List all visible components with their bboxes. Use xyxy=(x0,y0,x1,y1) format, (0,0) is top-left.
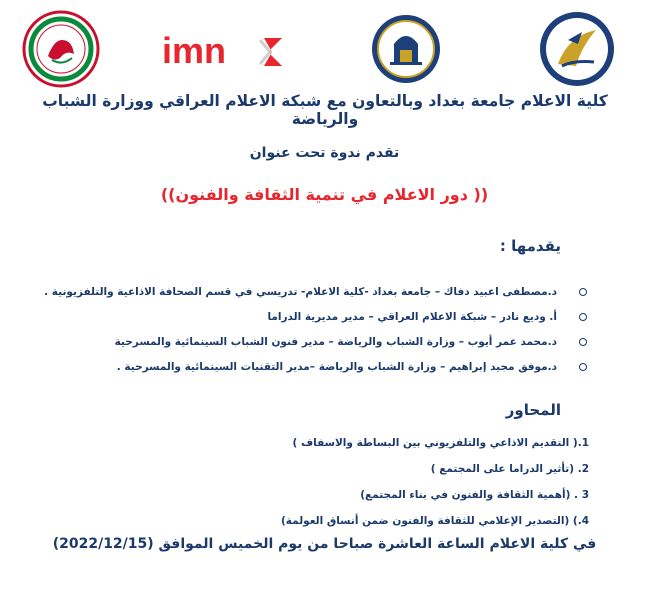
circle-bullet-icon xyxy=(579,288,587,296)
list-item: د.موفق مجيد إبراهيم – وزارة الشباب والرياضة –مدير التقنيات السينمائية والمسرحية . xyxy=(27,355,587,380)
axes-heading: المحاور xyxy=(505,401,561,419)
list-item: د.مصطفى اعبيد دفاك – جامعة بغداد -كلية الاعلام- تدريسي في قسم الصحافة الاذاعية والتلفزيونية . xyxy=(27,280,587,305)
circle-bullet-icon xyxy=(579,338,587,346)
axes-list xyxy=(29,430,589,534)
imn-logo xyxy=(160,28,286,74)
faculty-of-media-logo xyxy=(538,10,616,88)
list-item: د.محمد عمر أيوب – وزارة الشباب والرياضة – مدير فنون الشباب السينمائية والمسرحية xyxy=(27,330,587,355)
svg-text:imn: imn xyxy=(162,30,227,71)
venue-date-line: في كلية الاعلام الساعة العاشرة صباحا من يوم الخميس الموافق (2022/12/15) xyxy=(52,536,597,552)
university-of-baghdad-logo xyxy=(370,12,442,86)
organizers-line: كلية الاعلام جامعة بغداد وبالتعاون مع شبكة الاعلام العراقي ووزارة الشباب والرياضة xyxy=(42,92,608,128)
circle-bullet-icon xyxy=(579,363,587,371)
list-item: 3 . (أهمية الثقافة والفنون في بناء المجتمع) xyxy=(360,489,589,501)
circle-bullet-icon xyxy=(579,313,587,321)
seminar-title: (( دور الاعلام في تنمية الثقافة والفنون)) xyxy=(160,185,489,204)
ministry-of-youth-logo xyxy=(22,10,100,88)
presenters-heading: يقدمها : xyxy=(499,237,561,255)
list-item: 1.( التقديم الاذاعي والتلفزيوني بين البساطة والاسفاف ) xyxy=(292,437,589,449)
list-item: 2. (تأثير الدراما على المجتمع ) xyxy=(430,463,589,475)
list-item: أ. وديع نادر – شبكة الاعلام العراقي – مدير مديرية الدراما xyxy=(27,305,587,330)
list-item: 4.) (التصدير الإعلامي للثقافة والفنون ضمن أنساق العولمة) xyxy=(281,515,589,527)
presenters-list xyxy=(27,280,587,380)
presents-line: تقدم ندوة تحت عنوان xyxy=(249,145,400,161)
